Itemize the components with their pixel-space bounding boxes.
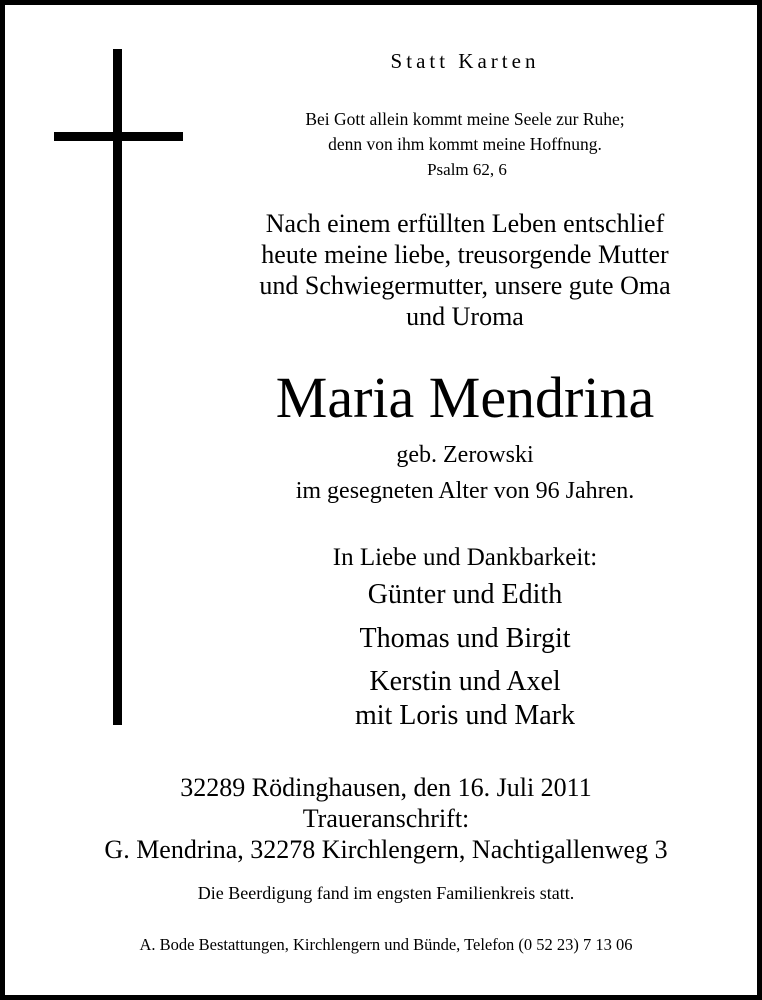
thanks-line: In Liebe und Dankbarkeit: — [332, 544, 598, 571]
mourning-address: G. Mendrina, 32278 Kirchlengern, Nachtigallenweg 3 — [104, 835, 668, 864]
family-member: Kerstin und Axel — [369, 666, 561, 697]
family-member: Thomas und Birgit — [359, 623, 571, 654]
address-label: Traueranschrift: — [302, 804, 470, 833]
psalm-line: Bei Gott allein kommt meine Seele zur Ruhe; — [305, 109, 625, 129]
psalm-line: denn von ihm kommt meine Hoffnung. — [328, 134, 602, 154]
announcement-line: heute meine liebe, treusorgende Mutter — [261, 240, 669, 269]
undertaker-info: A. Bode Bestattungen, Kirchlengern und Bünde, Telefon (0 52 23) 7 13 06 — [139, 935, 633, 954]
cross-icon-bar — [54, 132, 183, 141]
cross-icon — [113, 49, 122, 725]
place-date: 32289 Rödinghausen, den 16. Juli 2011 — [180, 773, 592, 802]
family-member: mit Loris und Mark — [354, 700, 576, 731]
family-member: Günter und Edith — [367, 579, 563, 610]
age-line: im gesegneten Alter von 96 Jahren. — [295, 478, 635, 504]
announcement-line: Nach einem erfüllten Leben entschlief — [265, 209, 665, 238]
announcement-line: und Uroma — [406, 302, 524, 331]
funeral-note: Die Beerdigung fand im engsten Familienkreis statt. — [197, 883, 575, 903]
maiden-name: geb. Zerowski — [396, 442, 534, 468]
deceased-name: Maria Mendrina — [275, 365, 655, 430]
announcement-line: und Schwiegermutter, unsere gute Oma — [259, 271, 671, 300]
psalm-reference: Psalm 62, 6 — [427, 160, 507, 179]
notice-heading: Statt Karten — [390, 49, 540, 73]
